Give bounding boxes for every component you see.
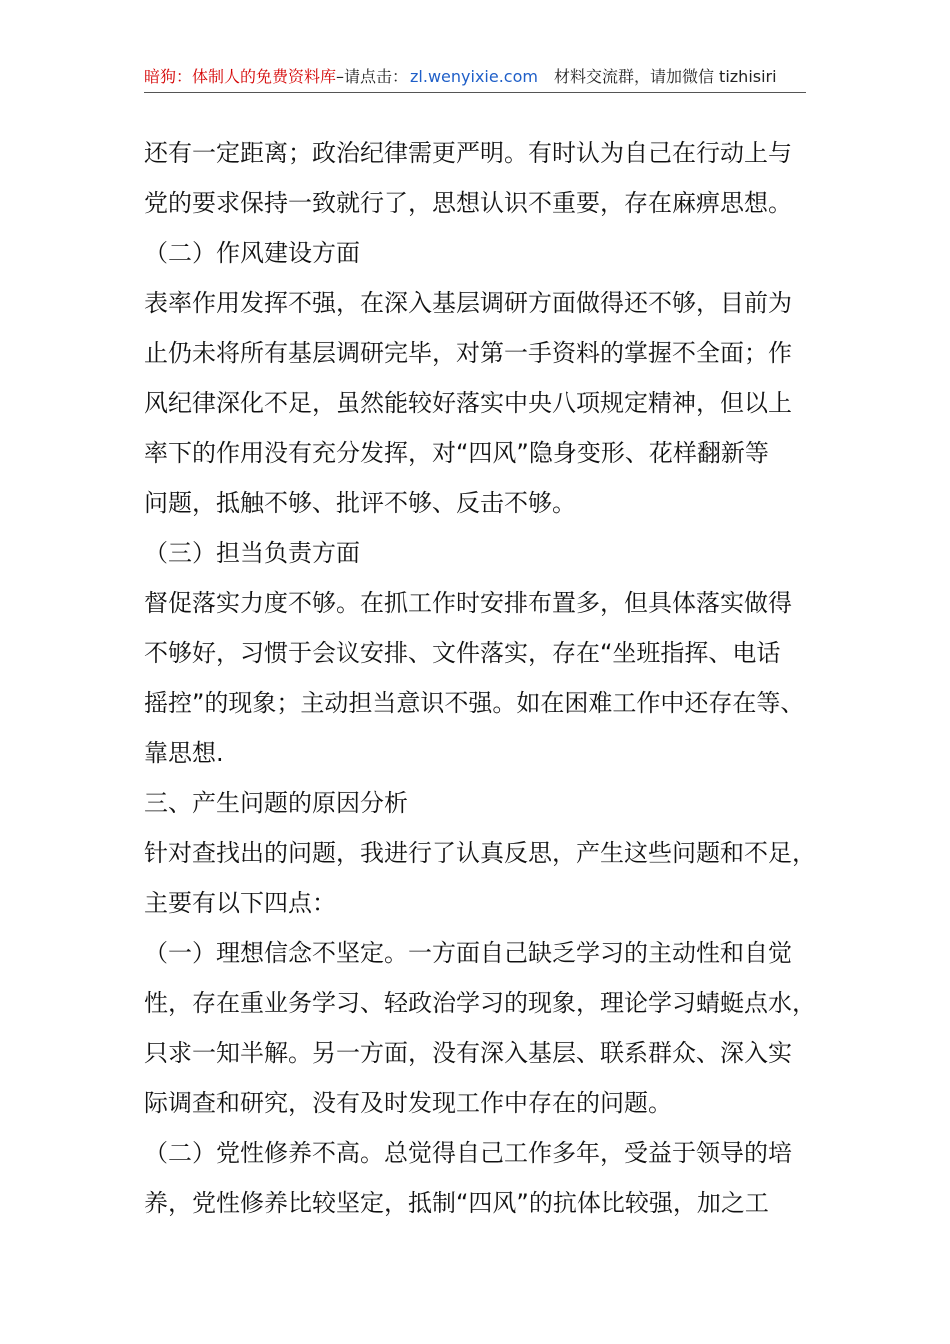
text-line: （二）党性修养不高。总觉得自己工作多年，受益于领导的培 — [144, 1139, 792, 1167]
text-line: 不够好，习惯于会议安排、文件落实，存在“坐班指挥、电话 — [144, 639, 781, 667]
text-line: 问题，抵触不够、批评不够、反击不够。 — [144, 489, 576, 517]
chapter-heading: 三、产生问题的原因分析 — [144, 789, 408, 817]
text-line: （一）理想信念不坚定。一方面自己缺乏学习的主动性和自觉 — [144, 939, 792, 967]
header-prompt: –请点击： — [336, 67, 409, 86]
header-group-note: 材料交流群，请加微信 tizhisiri — [553, 67, 777, 86]
text-line: 督促落实力度不够。在抓工作时安排布置多，但具体落实做得 — [144, 589, 792, 617]
text-line: 表率作用发挥不强，在深入基层调研方面做得还不够，目前为 — [144, 289, 792, 317]
text-line: 率下的作用没有充分发挥，对“四风”隐身变形、花样翻新等 — [144, 439, 769, 467]
text-line: 摇控”的现象；主动担当意识不强。如在困难工作中还存在等、 — [144, 689, 805, 717]
text-line: 只求一知半解。另一方面，没有深入基层、联系群众、深入实 — [144, 1039, 792, 1067]
document-body — [144, 128, 834, 1228]
section-heading: （二）作风建设方面 — [144, 239, 360, 267]
text-line: 养，党性修养比较坚定，抵制“四风”的抗体比较强，加之工 — [144, 1189, 769, 1217]
header-brand: 暗狗：体制人的免费资料库 — [144, 67, 337, 86]
section-heading: （三）担当负责方面 — [144, 539, 360, 567]
text-line: 际调查和研究，没有及时发现工作中存在的问题。 — [144, 1089, 672, 1117]
page-header — [144, 62, 806, 93]
text-line: 针对查找出的问题，我进行了认真反思，产生这些问题和不足， — [144, 839, 816, 867]
text-line: 党的要求保持一致就行了，思想认识不重要，存在麻痹思想。 — [144, 189, 792, 217]
header-link[interactable]: zl.wenyixie.com — [410, 67, 538, 86]
text-line: 风纪律深化不足，虽然能较好落实中央八项规定精神，但以上 — [144, 389, 792, 417]
text-line: 还有一定距离；政治纪律需更严明。有时认为自己在行动上与 — [144, 139, 792, 167]
text-line: 性，存在重业务学习、轻政治学习的现象，理论学习蜻蜓点水， — [144, 989, 816, 1017]
text-line: 止仍未将所有基层调研完毕，对第一手资料的掌握不全面；作 — [144, 339, 792, 367]
text-line: 主要有以下四点： — [144, 889, 336, 917]
text-line: 靠思想. — [144, 739, 224, 767]
